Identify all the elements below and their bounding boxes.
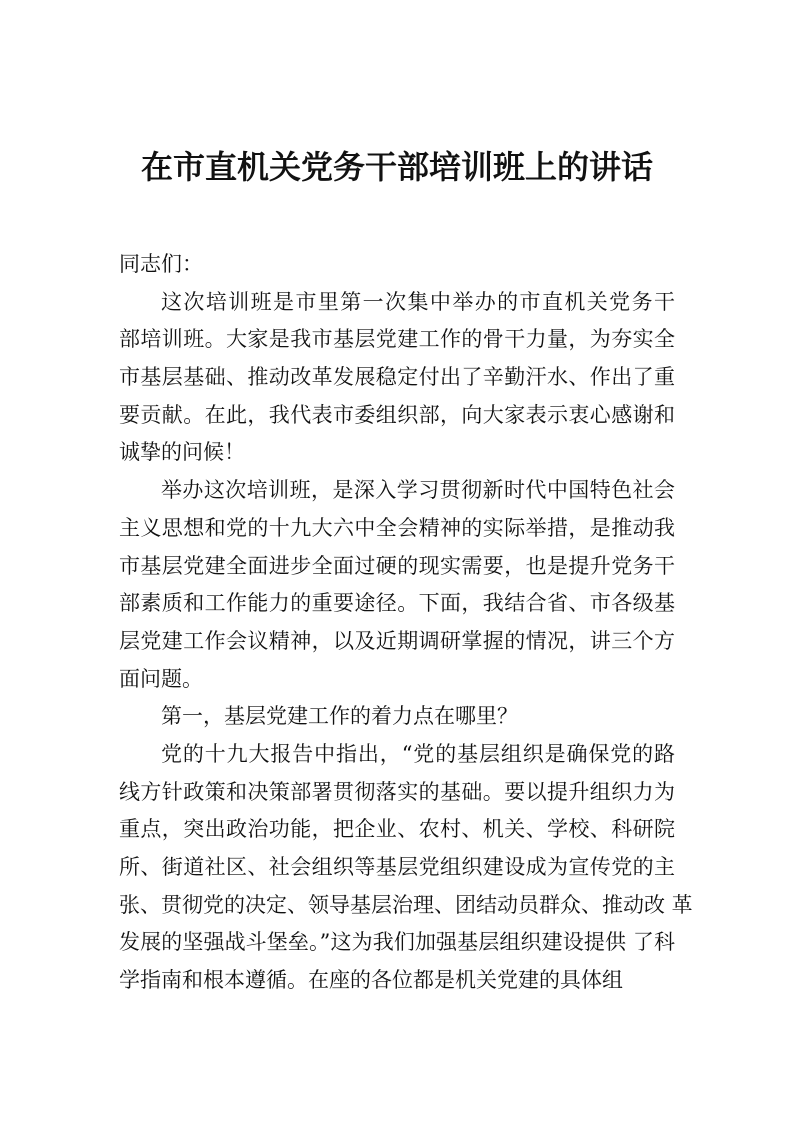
section-heading-1: [119, 698, 675, 736]
paragraph-3: [119, 736, 693, 1000]
paragraph-1: [119, 284, 675, 472]
document-body: [119, 246, 693, 1000]
paragraph-line: 党的十九大报告中指出，“党的基层组织是确保党的路: [161, 741, 675, 766]
paragraph-line: 诚挚的问候！: [119, 440, 245, 465]
paragraph-line: 发展的坚强战斗堡垒。”这为我们加强基层组织建设提供 了科: [119, 930, 675, 955]
paragraph-line: 层党建工作会议精神，以及近期调研掌握的情况，讲三个方: [119, 628, 675, 653]
paragraph-2: [119, 472, 675, 698]
paragraph-line: 市基层基础、推动改革发展稳定付出了辛勤汗水、作出了重: [119, 365, 675, 390]
paragraph-line: 要贡献。在此，我代表市委组织部，向大家表示衷心感谢和: [119, 402, 675, 427]
paragraph-line: 这次培训班是市里第一次集中举办的市直机关党务干: [161, 289, 675, 314]
paragraph-line: 主义思想和党的十九大六中全会精神的实际举措，是推动我: [119, 515, 675, 540]
paragraph-line: 学指南和根本遵循。在座的各位都是机关党建的具体组: [119, 968, 623, 993]
paragraph-line: 张、贯彻党的决定、领导基层治理、团结动员群众、推动改 革: [119, 892, 693, 917]
document-title: 在市直机关党务干部培训班上的讲话: [140, 148, 653, 186]
paragraph-line: 举办这次培训班，是深入学习贯彻新时代中国特色社会: [161, 478, 675, 503]
paragraph-line: 部素质和工作能力的重要途径。下面，我结合省、市各级基: [119, 591, 675, 616]
paragraph-line: 部培训班。大家是我市基层党建工作的骨干力量，为夯实全: [119, 327, 675, 352]
paragraph-line: 市基层党建全面进步全面过硬的现实需要，也是提升党务干: [119, 553, 675, 578]
paragraph-line: 面问题。: [119, 666, 203, 691]
paragraph-line: 重点，突出政治功能，把企业、农村、机关、学校、科研院: [119, 817, 675, 842]
section-heading-line: 第一，基层党建工作的着力点在哪里？: [161, 704, 518, 729]
paragraph-line: 线方针政策和决策部署贯彻落实的基础。要以提升组织力为: [119, 779, 675, 804]
paragraph-line: 所、街道社区、社会组织等基层党组织建设成为宣传党的主: [119, 855, 675, 880]
salutation: 同志们：: [119, 252, 203, 276]
